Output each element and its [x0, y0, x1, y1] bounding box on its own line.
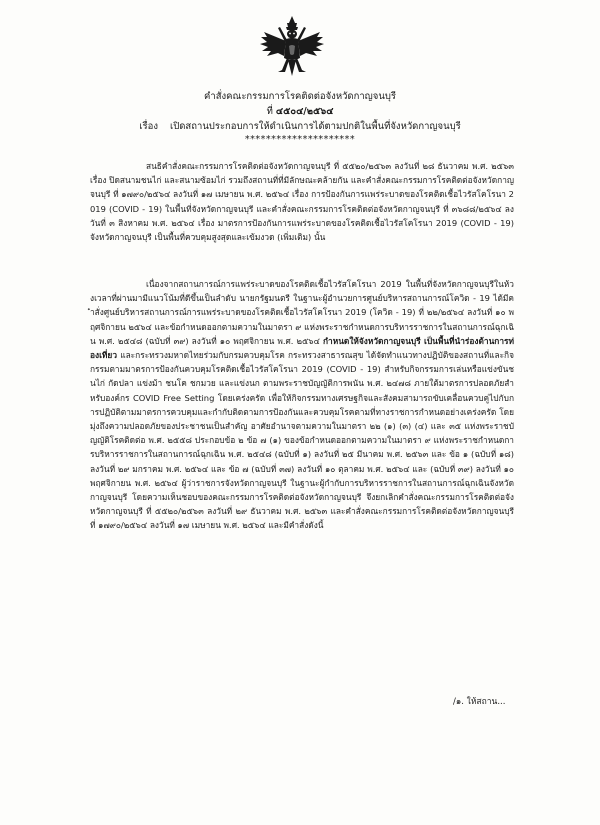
paragraph-reasoning-part-a: เนื่องจากสถานการณ์การแพร่ระบาดของโรคติดเชื้อไวรัสโคโรนา 2019 ในพื้นที่จังหวัดกาญจนบุรีในห้วงเวลาที่ผ่านมามีแนวโน้มที่ดีขึ้นเป็นลำดับ นายกรัฐมนตรี ในฐานะผู้อำนวยการศูนย์บริหารสถานการณ์โควิด - 19 ได้มีคำสั่งศูนย์บริหารสถานการณ์การแพร่ระบาดของโรคติดเชื้อไวรัสโคโรนา 2019 (โควิด - 19) ที่ ๒๒/๒๕๖๔ ลงวันที่ ๑๐ พฤศจิกายน ๒๕๖๔ และข้อกำหนดออกตามความในมาตรา ๙ แห่งพระราชกำหนดการบริหารราชการในสถานการณ์ฉุกเฉิน พ.ศ. ๒๕๔๘ (ฉบับที่ ๓๙) ลงวันที่ ๑๐ พฤศจิกายน พ.ศ. ๒๕๖๔ [90, 279, 514, 346]
garuda-emblem-icon [258, 14, 326, 80]
paragraph-preamble: สนธิคำสั่งคณะกรรมการโรคติดต่อจังหวัดกาญจนบุรี ที่ ๕๕๒๐/๒๕๖๓ ลงวันที่ ๒๘ ธันวาคม พ.ศ. ๒๕๖๓ เรื่อง ปิดสนามชนไก่ และสนามซ้อมไก่ รวมถึงสถานที่ที่มีลักษณะคล้ายกัน และคำสั่งคณะกรรมการโรคติดต่อจังหวัดกาญจนบุรี ที่ ๑๗๙๐/๒๕๖๔ ลงวันที่ ๑๗ เมษายน พ.ศ. ๒๕๖๔ เรื่อง การป้องกันการแพร่ระบาดของโรคติดเชื้อไวรัสโคโรนา 2019 (COVID - 19) ในพื้นที่จังหวัดกาญจนบุรี และคำสั่งคณะกรรมการโรคติดต่อจังหวัดกาญจนบุรี ที่ ๓๖๘๘/๒๕๖๔ ลงวันที่ ๓ สิงหาคม พ.ศ. ๒๕๖๔ เรื่อง มาตรการป้องกันการแพร่ระบาดของโรคติดเชื้อไวรัสโคโรนา 2019 (COVID - 19) จังหวัดกาญจนบุรี เป็นพื้นที่ควบคุมสูงสุดและเข้มงวด (เพิ่มเติม) นั้น [90, 161, 514, 243]
order-number-line [0, 105, 600, 118]
paragraph-reasoning [90, 277, 514, 642]
order-subject-line [0, 120, 600, 133]
page-continuation: /๑. ให้สถาน... [453, 697, 506, 707]
paragraph-reasoning-bold: กำหนดให้จังหวัดกาญจนบุรี เป็นพื้นที่นำร่องด้านการท่องเที่ยว [90, 335, 515, 361]
separator-line: ********************* [244, 134, 356, 145]
subject-label: เรื่อง [139, 121, 158, 132]
order-number: ๔๕๐๔/๒๕๖๔ [275, 106, 334, 117]
order-issuer: คำสั่งคณะกรรมการโรคติดต่อจังหวัดกาญจนบุรี [204, 91, 396, 102]
paragraph-reasoning-part-b: และกระทรวงมหาดไทยร่วมกับกรมควบคุมโรค กระทรวงสาธารณสุข ได้จัดทำแนวทางปฏิบัติของสถานที่และกิจกรรมตามมาตรการป้องกันควบคุมโรคติดเชื้อไวรัสโคโรนา 2019 (COVID - 19) สำหรับกิจกรรมการเล่นหรือแข่งขันชนไก่ กัดปลา แข่งม้า ชนโค ชกมวย และแข่งนก ตามพระราชบัญญัติการพนัน พ.ศ. ๒๔๗๘ ภายใต้มาตรการปลอดภัยสำหรับองค์กร COVID Free Setting โดยเคร่งครัด เพื่อให้กิจกรรมทางเศรษฐกิจและสังคมสามารถขับเคลื่อนควบคู่ไปกับการปฏิบัติตามมาตรการควบคุมและกำกับติดตามการป้องกันและควบคุมโรคตามที่ทางราชการกำหนดอย่างเคร่งครัด โดยมุ่งถึงความปลอดภัยของประชาชนเป็นสำคัญ อาศัยอำนาจตามความในมาตรา ๒๒ (๑) (๓) (๔) และ ๓๕ แห่งพระราชบัญญัติโรคติดต่อ พ.ศ. ๒๕๕๘ ประกอบข้อ ๒ ข้อ ๗ (๑) ของข้อกำหนดออกตามความในมาตรา ๙ แห่งพระราชกำหนดการบริหารราชการในสถานการณ์ฉุกเฉิน พ.ศ. ๒๕๔๘ (ฉบับที่ ๑) ลงวันที่ ๒๕ มีนาคม พ.ศ. ๒๕๖๓ และ ข้อ ๑ (ฉบับที่ ๑๘) ลงวันที่ ๒๙ มกราคม พ.ศ. ๒๕๖๔ และ ข้อ ๗ (ฉบับที่ ๓๗) ลงวันที่ ๑๐ ตุลาคม พ.ศ. ๒๕๖๔ และ (ฉบับที่ ๓๙) ลงวันที่ ๑๐ พฤศจิกายน พ.ศ. ๒๕๖๔ ผู้ว่าราชการจังหวัดกาญจนบุรี ในฐานะผู้กำกับการบริหารราชการในสถานการณ์ฉุกเฉินจังหวัดกาญจนบุรี โดยความเห็นชอบของคณะกรรมการโรคติดต่อจังหวัดกาญจนบุรี จึงยกเลิกคำสั่งคณะกรรมการโรคติดต่อจังหวัดกาญจนบุรี ที่ ๕๕๒๐/๒๕๖๓ ลงวันที่ ๒๙ ธันวาคม พ.ศ. ๒๕๖๓ และคำสั่งคณะกรรมการโรคติดต่อจังหวัดกาญจนบุรี ที่ ๑๗๙๐/๒๕๖๔ ลงวันที่ ๑๗ เมษายน พ.ศ. ๒๕๖๔ และมีคำสั่งดังนี้ [90, 350, 514, 531]
order-subject: เปิดสถานประกอบการให้ดำเนินการได้ตามปกติในพื้นที่จังหวัดกาญจนบุรี [169, 121, 461, 132]
order-number-prefix: ที่ [266, 106, 273, 117]
